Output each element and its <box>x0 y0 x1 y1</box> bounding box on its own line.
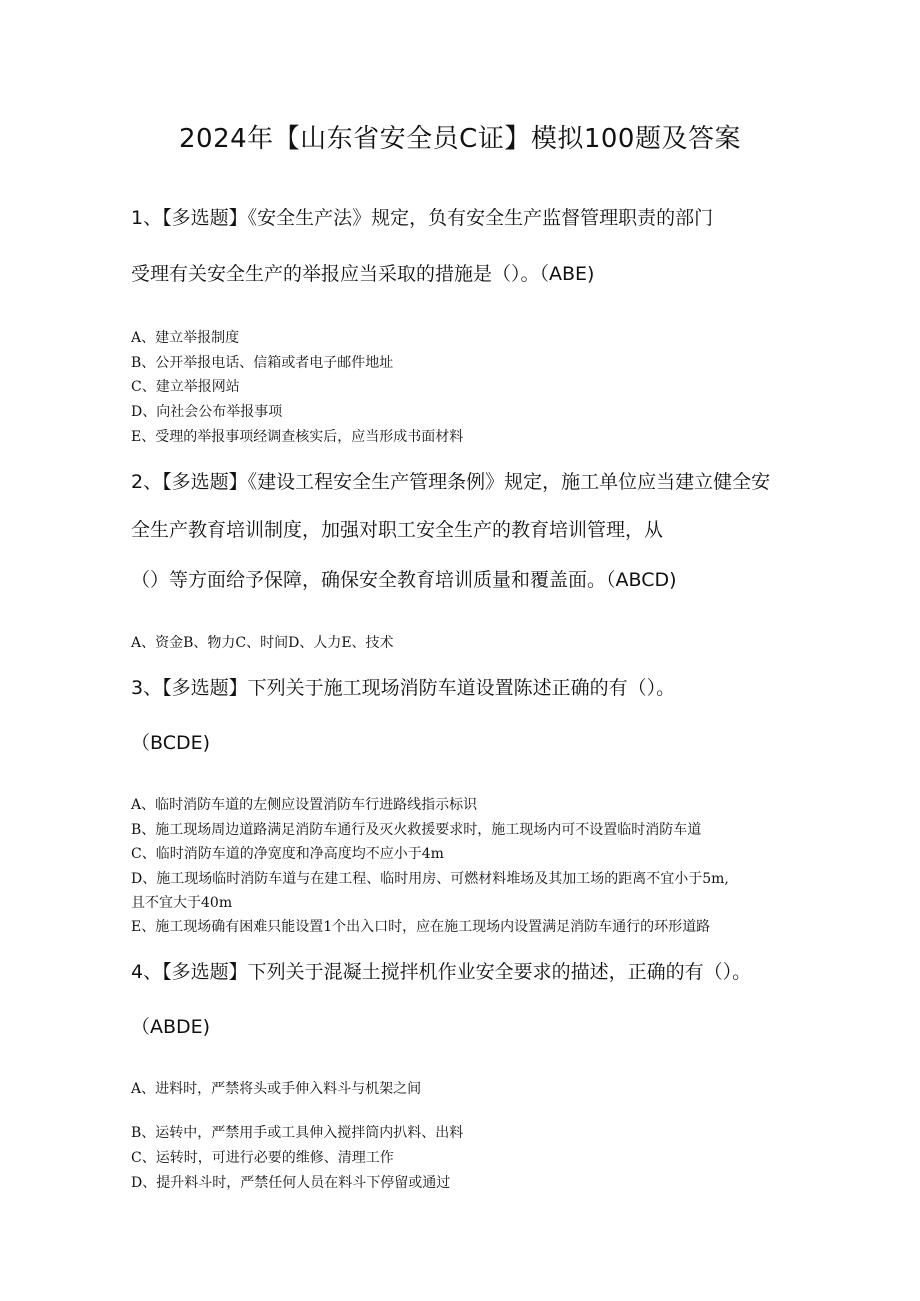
question-3-stem-line-1: 3、【多选题】下列关于施工现场消防车道设置陈述正确的有（）。 <box>131 677 676 699</box>
question-3-option-c: C、临时消防车道的净宽度和净高度均不应小于4m <box>131 846 444 862</box>
question-4-stem-line-2: （ABDE) <box>131 1016 211 1038</box>
question-2-stem-line-2: 全生产教育培训制度，加强对职工安全生产的教育培训管理，从 <box>131 519 664 541</box>
question-4-option-a: A、进料时，严禁将头或手伸入料斗与机架之间 <box>131 1081 422 1097</box>
question-4-option-d: D、提升料斗时，严禁任何人员在料斗下停留或通过 <box>131 1175 451 1191</box>
question-3-option-b: B、施工现场周边道路满足消防车通行及灭火救援要求时，施工现场内可不设置临时消防车道 <box>131 822 702 838</box>
question-3-stem-line-2: （BCDE) <box>131 732 211 754</box>
question-4-stem-line-1: 4、【多选题】下列关于混凝土搅拌机作业安全要求的描述，正确的有（）。 <box>131 961 752 983</box>
question-1-option-c: C、建立举报网站 <box>131 379 240 395</box>
question-2-stem-line-3: （）等方面给予保障，确保安全教育培训质量和覆盖面。（ABCD) <box>131 569 677 591</box>
question-1-option-b: B、公开举报电话、信箱或者电子邮件地址 <box>131 355 394 371</box>
question-1-option-d: D、向社会公布举报事项 <box>131 404 283 420</box>
question-3-option-e: E、施工现场确有困难只能设置1个出入口时，应在施工现场内设置满足消防车通行的环形道路 <box>131 919 711 935</box>
question-4-option-c: C、运转时，可进行必要的维修、清理工作 <box>131 1150 394 1166</box>
question-1-option-e: E、受理的举报事项经调查核实后，应当形成书面材料 <box>131 429 464 445</box>
question-3-option-d-continued: 且不宜大于40m <box>131 895 233 911</box>
question-1-option-a: A、建立举报制度 <box>131 330 240 346</box>
question-2-options: A、资金B、物力C、时间D、人力E、技术 <box>131 635 394 651</box>
question-3-option-d: D、施工现场临时消防车道与在建工程、临时用房、可燃材料堆场及其加工场的距离不宜小于5m, <box>131 871 729 887</box>
document-title: 2024年【山东省安全员C证】模拟100题及答案 <box>179 124 741 154</box>
question-3-option-a: A、临时消防车道的左侧应设置消防车行进路线指示标识 <box>131 797 478 813</box>
question-2-stem-line-1: 2、【多选题】《建设工程安全生产管理条例》规定，施工单位应当建立健全安 <box>131 471 771 493</box>
question-1-stem-line-2: 受理有关安全生产的举报应当采取的措施是（）。（ABE) <box>131 263 595 285</box>
question-4-option-b: B、运转中，严禁用手或工具伸入搅拌筒内扒料、出料 <box>131 1125 464 1141</box>
question-1-stem-line-1: 1、【多选题】《安全生产法》规定，负有安全生产监督管理职责的部门 <box>131 207 714 229</box>
